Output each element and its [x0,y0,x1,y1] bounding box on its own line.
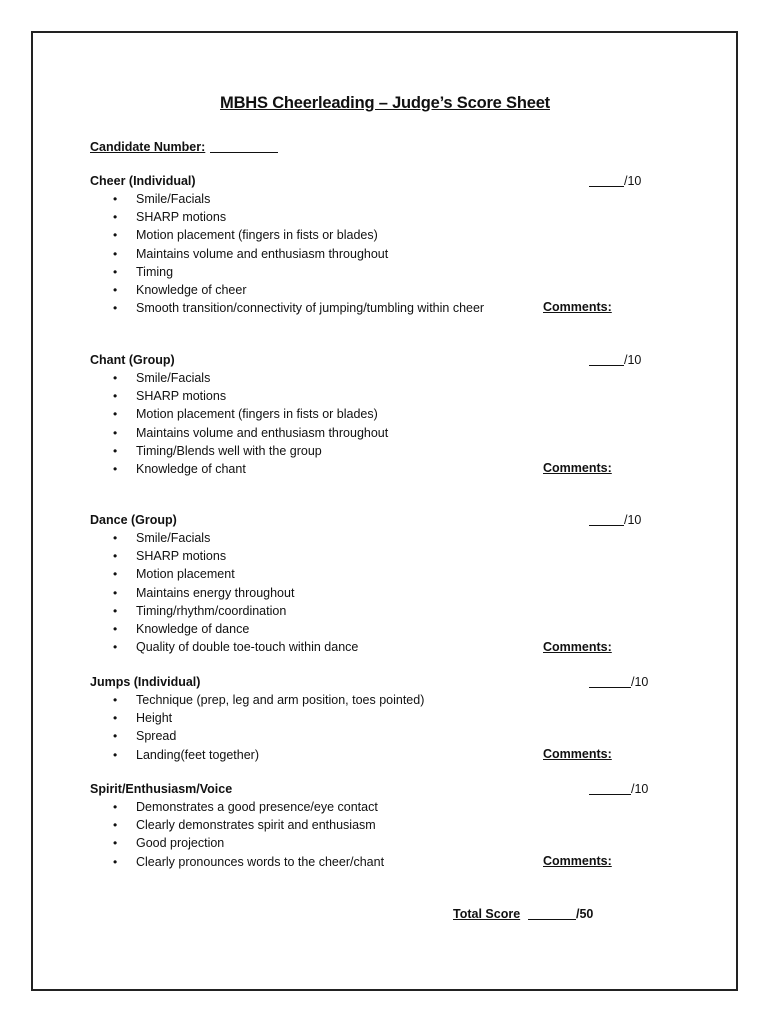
bullet-icon: • [113,210,118,225]
bullet-icon: • [113,836,118,851]
bullet-icon: • [113,640,118,655]
criteria-item: Smooth transition/connectivity of jumping/tumbling within cheer [136,301,485,316]
criteria-item: Motion placement (fingers in fists or blades) [136,407,378,422]
bullet-icon: • [113,443,118,458]
section-heading: Dance (Group) [90,513,177,527]
page-title: MBHS Cheerleading – Judge’s Score Sheet [220,94,550,112]
criteria-item: SHARP motions [136,210,227,225]
bullet-icon: • [113,693,118,707]
comments-label: Comments: [543,854,612,868]
candidate-number-label: Candidate Number: [90,140,206,154]
criteria-item: SHARP motions [136,549,227,564]
criteria-item: Knowledge of chant [136,462,246,476]
section-score-max: /10 [631,782,649,796]
criteria-item: Motion placement (fingers in fists or blades) [136,228,378,243]
criteria-item: SHARP motions [136,389,227,404]
criteria-item: Smile/Facials [136,192,211,206]
bullet-icon: • [113,585,118,600]
criteria-item: Maintains energy throughout [136,585,295,600]
criteria-item: Knowledge of dance [136,622,250,636]
criteria-item: Good projection [136,836,225,851]
bullet-icon: • [113,818,118,833]
criteria-item: Demonstrates a good presence/eye contact [136,800,378,814]
criteria-item: Timing/rhythm/coordination [136,603,287,618]
comments-label: Comments: [543,300,612,314]
criteria-item: Technique (prep, leg and arm position, toes pointed) [136,693,425,707]
criteria-item: Landing(feet together) [136,747,260,762]
section-score-field[interactable] [589,353,624,366]
criteria-item: Spread [136,729,177,744]
criteria-item: Smile/Facials [136,531,211,545]
section-heading: Jumps (Individual) [90,675,201,689]
section-score-max: /10 [624,513,642,527]
bullet-icon: • [113,462,118,476]
bullet-icon: • [113,531,118,545]
bullet-icon: • [113,747,118,762]
section-heading: Spirit/Enthusiasm/Voice [90,782,233,796]
section-heading: Chant (Group) [90,353,175,367]
section-heading: Cheer (Individual) [90,174,196,188]
bullet-icon: • [113,228,118,243]
bullet-icon: • [113,389,118,404]
criteria-item: Motion placement [136,567,235,582]
criteria-item: Quality of double toe-touch within dance [136,640,359,655]
criteria-item: Maintains volume and enthusiasm throughout [136,425,389,440]
bullet-icon: • [113,407,118,422]
bullet-icon: • [113,283,118,297]
candidate-number-field[interactable] [210,140,278,153]
criteria-item: Smile/Facials [136,371,211,385]
bullet-icon: • [113,729,118,744]
comments-label: Comments: [543,747,612,761]
total-score-max: /50 [576,907,594,921]
bullet-icon: • [113,603,118,618]
total-score-field[interactable] [528,907,576,920]
bullet-icon: • [113,301,118,316]
criteria-item: Timing/Blends well with the group [136,443,322,458]
section-score-field[interactable] [589,513,624,526]
bullet-icon: • [113,800,118,814]
bullet-icon: • [113,192,118,206]
bullet-icon: • [113,711,118,726]
section-score-field[interactable] [589,675,631,688]
section-score-field[interactable] [589,174,624,187]
criteria-item: Height [136,711,173,726]
comments-label: Comments: [543,461,612,475]
criteria-item: Maintains volume and enthusiasm throughout [136,246,389,261]
criteria-item: Knowledge of cheer [136,283,247,297]
total-score-label: Total Score [453,907,521,921]
criteria-item: Timing [136,264,174,279]
section-score-max: /10 [624,353,642,367]
criteria-item: Clearly pronounces words to the cheer/chant [136,854,385,869]
bullet-icon: • [113,567,118,582]
bullet-icon: • [113,425,118,440]
bullet-icon: • [113,854,118,869]
section-score-max: /10 [624,174,642,188]
bullet-icon: • [113,246,118,261]
section-score-field[interactable] [589,782,631,795]
bullet-icon: • [113,549,118,564]
comments-label: Comments: [543,640,612,654]
bullet-icon: • [113,264,118,279]
bullet-icon: • [113,371,118,385]
section-score-max: /10 [631,675,649,689]
bullet-icon: • [113,622,118,636]
criteria-item: Clearly demonstrates spirit and enthusiasm [136,818,376,833]
